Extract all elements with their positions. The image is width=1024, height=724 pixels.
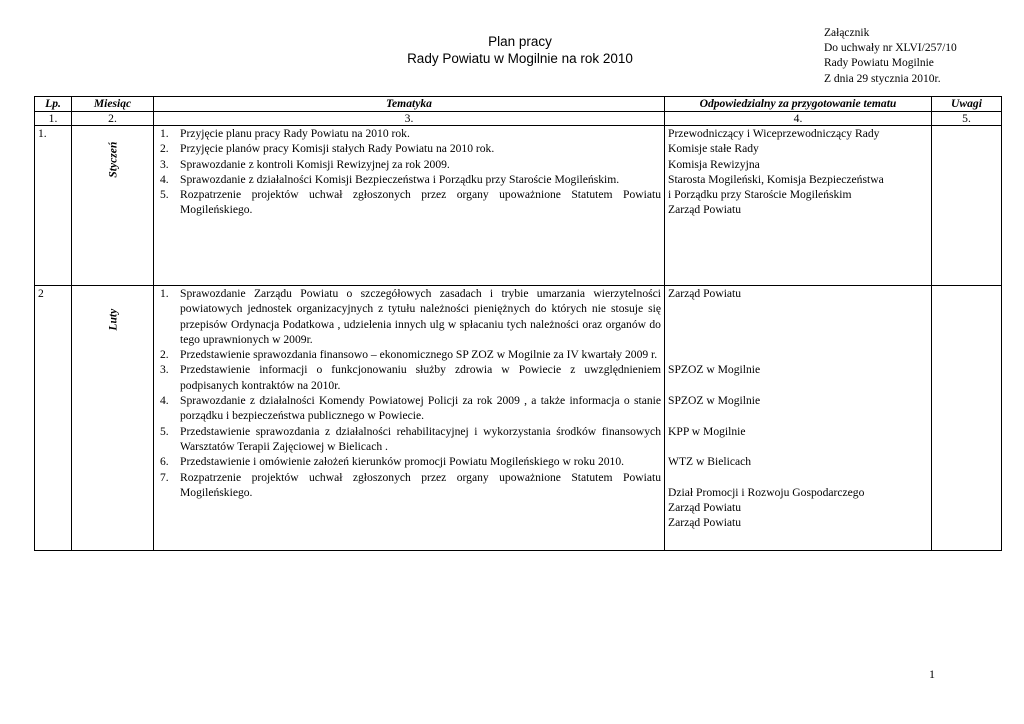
item-text-line: Przyjęcie planów pracy Komisji stałych Rady Powiatu na 2010 rok. <box>180 142 495 156</box>
item-text <box>180 286 661 347</box>
table-row <box>35 126 1002 286</box>
row-notes <box>932 286 1002 551</box>
item-text <box>180 424 661 455</box>
list-item <box>157 424 661 455</box>
responsible-line: Komisje stałe Rady <box>668 142 759 156</box>
column-number: 5. <box>932 112 1002 126</box>
responsible-line <box>668 317 928 332</box>
item-text-line: Powiatu Mogileńskiego. <box>180 188 662 217</box>
responsible-line <box>668 332 928 347</box>
item-text-line: Mogileńskim. <box>554 172 620 186</box>
row-month-cell <box>72 126 154 286</box>
responsible-line <box>668 347 928 362</box>
header-responsible: Odpowiedzialny za przygotowanie tematu <box>665 97 932 112</box>
item-text-line: Rozpatrzenie projektów uchwał zgłoszonych przez organy upoważnione Statutem <box>180 188 613 202</box>
table-row <box>35 286 1002 551</box>
annex-line: Rady Powiatu Mogilnie <box>824 57 934 70</box>
item-text-line: Przedstawienie sprawozdania z działalności rehabilitacyjnej i wykorzystania środków <box>180 424 597 438</box>
item-text-line: Rozpatrzenie projektów uchwał zgłoszonych przez organy upoważnione Statutem <box>180 470 613 484</box>
annex-line: Załącznik <box>824 27 870 39</box>
item-text-line: informacja o stanie porządku i bezpieczeństwa publicznego w Powiecie. <box>180 394 661 423</box>
item-text <box>180 470 661 501</box>
item-text-line: wierzytelności powiatowych jednostek organizacyjnych z tytułu należności <box>180 287 661 316</box>
item-text-line: Sprawozdanie Zarządu Powiatu o szczegółowych zasadach i trybie umarzania <box>180 287 586 300</box>
item-text-line: Przedstawienie sprawozdania finansowo – ekonomicznego SP ZOZ w Mogilnie za <box>180 348 564 362</box>
header-row <box>35 97 1002 112</box>
item-number: 3. <box>160 157 169 171</box>
list-item <box>157 172 661 187</box>
item-text <box>180 157 661 172</box>
topic-list <box>157 126 661 218</box>
column-number: 4. <box>665 112 932 126</box>
list-item <box>157 470 661 501</box>
item-number: 7. <box>160 470 169 484</box>
row-month-cell <box>72 286 154 551</box>
list-item <box>157 157 661 172</box>
responsible-line: Starosta Mogileński, Komisja Bezpieczeństwa <box>668 172 884 186</box>
responsible-line: Zarząd Powiatu <box>668 516 742 530</box>
table-body <box>35 126 1002 551</box>
item-text-line: IV kwartały 2009 r. <box>566 348 658 362</box>
item-number: 5. <box>160 424 169 438</box>
responsible-line <box>668 378 928 393</box>
item-text-line: Powiatu Mogileńskiego. <box>180 470 662 499</box>
item-number: 1. <box>160 127 169 140</box>
item-text-line: pieniężnych do których nie stosuje się przepisów Ordynacja Podatkowa , udzielenia <box>180 302 661 331</box>
responsible-line: WTZ w Bielicach <box>668 455 752 469</box>
item-text <box>180 187 661 218</box>
item-text-line: Przedstawienie informacji o funkcjonowaniu służby zdrowia w Powiecie z <box>180 363 576 377</box>
item-number: 1. <box>160 287 169 300</box>
row-notes <box>932 126 1002 286</box>
item-text <box>180 362 661 393</box>
item-number: 6. <box>160 455 169 469</box>
responsible-line <box>668 470 928 485</box>
title-line-1: Plan pracy <box>488 34 552 49</box>
item-text <box>180 141 661 156</box>
work-plan-table <box>34 96 1002 551</box>
item-number: 2. <box>160 142 169 156</box>
column-number: 2. <box>72 112 154 126</box>
row-topics <box>154 286 665 551</box>
responsible-line: Przewodniczący i Wiceprzewodniczący Rady <box>668 127 880 140</box>
list-item <box>157 362 661 393</box>
responsible-line: Zarząd Powiatu <box>668 287 742 300</box>
list-item <box>157 347 661 362</box>
header-notes: Uwagi <box>932 97 1002 112</box>
item-number: 2. <box>160 348 169 362</box>
item-text <box>180 347 661 362</box>
header-lp: Lp. <box>35 97 72 112</box>
item-text <box>180 393 661 424</box>
item-text-line: Przedstawienie i omówienie założeń kierunków promocji Powiatu Mogileńskiego w <box>180 455 571 469</box>
responsible-line <box>668 301 928 316</box>
responsible-line: Dział Promocji i Rozwoju Gospodarczego <box>668 485 865 499</box>
list-item <box>157 286 661 347</box>
item-text-line: Sprawozdanie z kontroli Komisji Rewizyjnej za rok 2009. <box>180 157 450 171</box>
month-label: Luty <box>105 308 119 331</box>
document-title <box>370 33 670 67</box>
item-number: 4. <box>160 394 169 408</box>
item-text-line: Przyjęcie planu pracy Rady Powiatu na 2010 rok. <box>180 127 410 140</box>
list-item <box>157 141 661 156</box>
list-item <box>157 187 661 218</box>
annex-line: Z dnia 29 stycznia 2010r. <box>824 72 941 85</box>
responsible-line: Zarząd Powiatu <box>668 203 742 217</box>
item-number: 5. <box>160 188 169 202</box>
row-responsible <box>665 286 932 551</box>
responsible-line <box>668 408 928 423</box>
item-text-line: innych ulg w spłacaniu tych należności oraz organów do tego uprawnionych w <box>180 317 661 346</box>
responsible-line: SPZOZ w Mogilnie <box>668 363 761 377</box>
column-number: 3. <box>154 112 665 126</box>
responsible-line: SPZOZ w Mogilnie <box>668 394 761 408</box>
responsible-line: i Porządku przy Staroście Mogileńskim <box>668 188 852 202</box>
row-topics <box>154 126 665 286</box>
item-text-line: roku 2010. <box>573 455 625 469</box>
item-text-line: 2009r. <box>283 332 313 346</box>
header-topics: Tematyka <box>154 97 665 112</box>
responsible-line: Zarząd Powiatu <box>668 501 742 515</box>
list-item <box>157 393 661 424</box>
row-lp: 1. <box>35 126 72 286</box>
responsible-line <box>668 439 928 454</box>
item-text-line: Sprawozdanie z działalności Komendy Powiatowej Policji za rok 2009 , a także <box>180 394 566 408</box>
list-item <box>157 454 661 469</box>
column-number-row <box>35 112 1002 126</box>
item-text-line: finansowych Warsztatów Terapii Zajęciowej w Bielicach . <box>180 424 661 453</box>
column-number: 1. <box>35 112 72 126</box>
header-month: Miesiąc <box>72 97 154 112</box>
item-number: 4. <box>160 172 169 186</box>
row-responsible <box>665 126 932 286</box>
row-lp: 2 <box>35 286 72 551</box>
annex-line: Do uchwały nr XLVI/257/10 <box>824 42 957 55</box>
item-number: 3. <box>160 363 169 377</box>
responsible-line: Komisja Rewizyjna <box>668 157 760 171</box>
topic-list <box>157 286 661 500</box>
item-text <box>180 454 661 469</box>
item-text-line: Sprawozdanie z działalności Komisji Bezpieczeństwa i Porządku przy Staroście <box>180 172 552 186</box>
title-line-2: Rady Powiatu w Mogilnie na rok 2010 <box>407 51 633 66</box>
item-text <box>180 172 661 187</box>
responsible-line: KPP w Mogilnie <box>668 424 746 438</box>
page-number: 1 <box>929 667 935 681</box>
item-text-line: uwzględnieniem podpisanych kontraktów na 2010r. <box>180 363 661 392</box>
annex-note <box>824 26 957 87</box>
item-text <box>180 126 661 141</box>
list-item <box>157 126 661 141</box>
month-label: Styczeń <box>105 141 119 178</box>
